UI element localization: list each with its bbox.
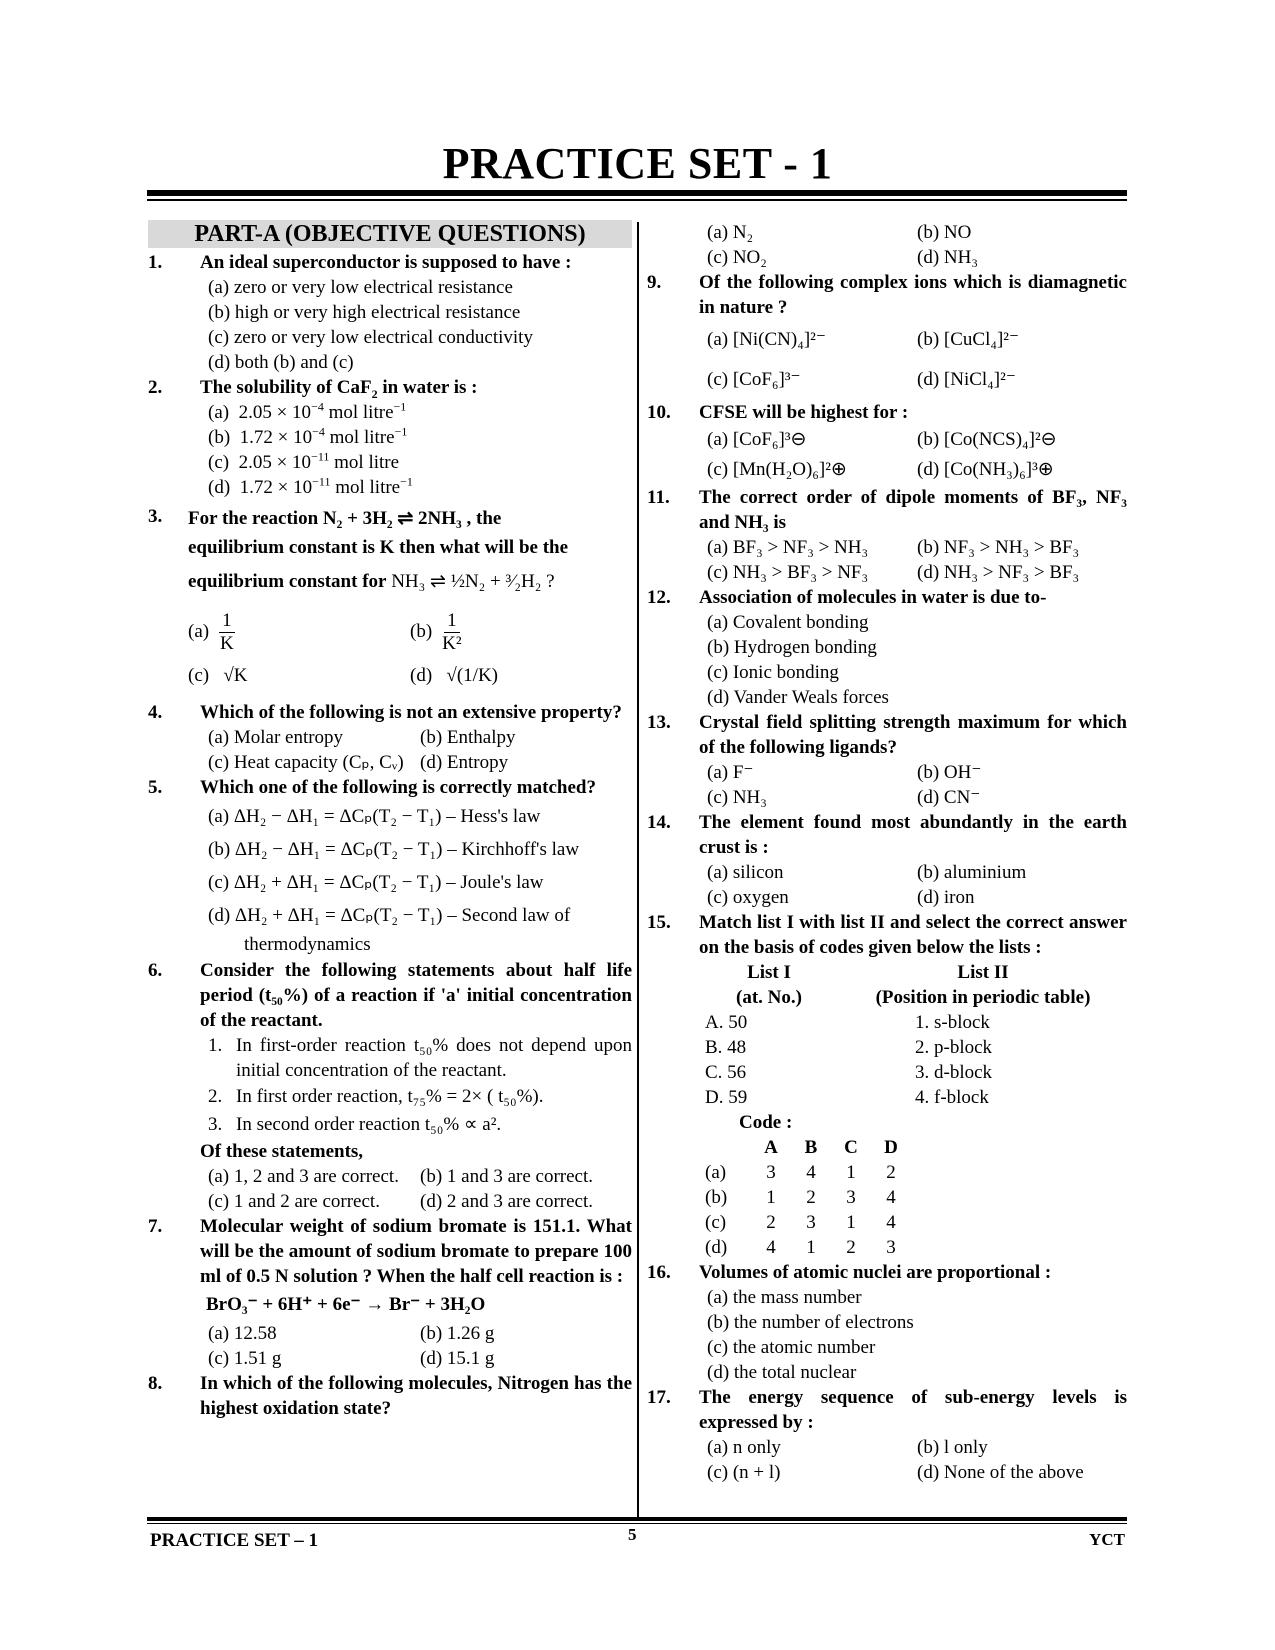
question-number: 15. xyxy=(647,912,671,933)
option-a[interactable]: (a) Covalent bonding xyxy=(707,612,869,633)
option-b[interactable]: (b) [Co(NCS)₄]²⊖ xyxy=(917,429,1057,450)
code-label: Code : xyxy=(739,1112,793,1133)
option-c[interactable]: (c) [Mn(H₂O)₆]²⊕ xyxy=(707,459,847,480)
question-text: In which of the following molecules, Nitrogen has the highest oxidation state? xyxy=(200,1373,632,1419)
option-a[interactable]: (a) $2.05 \times 10^{-4}$ mol litre$^{-1}$ xyxy=(208,399,407,423)
question-number: 14. xyxy=(647,812,671,833)
match-row: D. 59 4. f-block xyxy=(705,1087,989,1108)
question-16 xyxy=(647,1260,1127,1385)
option-b[interactable]: (b) [CuCl₄]²⁻ xyxy=(917,329,1020,350)
option-c[interactable]: (c) the atomic number xyxy=(707,1337,876,1358)
question-1 xyxy=(148,250,632,375)
footer-rule-thin xyxy=(147,1523,1127,1524)
question-13 xyxy=(647,710,1127,810)
option-a[interactable]: (a) xyxy=(705,1162,727,1183)
question-number: 2. xyxy=(148,377,163,398)
question-number: 1. xyxy=(148,252,163,273)
option-c[interactable]: (c) xyxy=(705,1212,727,1233)
question-3 xyxy=(148,504,632,696)
option-d[interactable]: (d) 15.1 g xyxy=(420,1348,495,1369)
option-c[interactable]: (c) 1.51 g xyxy=(208,1348,282,1369)
question-text-line-2: equilibrium constant is K then what will be the xyxy=(188,537,569,558)
statement-2: 2. In first order reaction, t₇₅% = 2× ( t₅₀%). xyxy=(208,1086,544,1107)
option-b[interactable]: (b) xyxy=(705,1187,728,1208)
statement-3: 3. In second order reaction t₅₀% ∝ a². xyxy=(208,1114,502,1135)
option-a[interactable]: (a) zero or very low electrical resistance xyxy=(208,277,513,298)
half-cell-equation: BrO₃⁻ + 6H⁺ + 6e⁻ → Br⁻ + 3H₂O xyxy=(206,1294,486,1315)
statement-1: 1. In first-order reaction t₅₀% does not depend upon initial concentration of the reactant. xyxy=(208,1035,632,1081)
option-b[interactable]: (b) OH⁻ xyxy=(917,762,982,783)
question-5 xyxy=(148,775,632,958)
question-text: Which of the following is not an extensive property? xyxy=(200,702,622,723)
option-d[interactable]: (d) [NiCl₄]²⁻ xyxy=(917,369,1016,390)
option-c[interactable]: (c) oxygen xyxy=(707,887,789,908)
footer-set-name: PRACTICE SET – 1 xyxy=(150,1530,319,1551)
question-number: 3. xyxy=(148,506,163,527)
option-d[interactable]: (d) NH₃ xyxy=(917,247,978,268)
question-14 xyxy=(647,810,1127,910)
option-b[interactable]: (b) ΔH₂ − ΔH₁ = ΔCₚ(T₂ − T₁) – Kirchhoff's law xyxy=(208,839,580,860)
option-d[interactable]: (d) None of the above xyxy=(917,1462,1084,1483)
option-c[interactable]: (c) [CoF₆]³⁻ xyxy=(707,369,801,390)
option-b[interactable]: (b) the number of electrons xyxy=(707,1312,914,1333)
question-12 xyxy=(647,585,1127,710)
question-number: 12. xyxy=(647,587,671,608)
option-d[interactable]: (d) NH₃ > NF₃ > BF₃ xyxy=(917,562,1080,583)
match-row: C. 56 3. d-block xyxy=(705,1062,993,1083)
question-text: An ideal superconductor is supposed to have : xyxy=(200,252,572,273)
option-d[interactable]: (d) Vander Weals forces xyxy=(707,687,889,708)
question-text: Match list I with list II and select the correct answer on the basis of codes given below the lists : xyxy=(699,912,1127,958)
question-6 xyxy=(148,958,632,1214)
question-number: 6. xyxy=(148,960,163,981)
option-c[interactable]: (c) $2.05 \times 10^{-11}$ mol litre xyxy=(208,449,400,473)
question-11 xyxy=(647,485,1127,585)
option-d-continued: thermodynamics xyxy=(244,934,371,955)
question-text: Of the following complex ions which is diamagnetic in nature ? xyxy=(699,272,1127,318)
question-number: 8. xyxy=(148,1373,163,1394)
option-b[interactable]: (b) l only xyxy=(917,1437,988,1458)
option-a[interactable]: (a) [CoF₆]³⊖ xyxy=(707,429,807,450)
option-a[interactable]: (a) 1, 2 and 3 are correct. xyxy=(208,1166,399,1187)
question-text: CFSE will be highest for : xyxy=(699,402,909,423)
option-c[interactable]: (c) √K xyxy=(188,665,248,686)
option-a[interactable]: (a) the mass number xyxy=(707,1287,862,1308)
footer-publisher: YCT xyxy=(1089,1530,1125,1549)
question-number: 4. xyxy=(148,702,163,723)
header-rule-thick xyxy=(147,190,1127,196)
option-a[interactable]: (a) ΔH₂ − ΔH₁ = ΔCₚ(T₂ − T₁) – Hess's law xyxy=(208,806,541,827)
question-text: Which one of the following is correctly matched? xyxy=(200,777,596,798)
option-b[interactable]: (b) high or very high electrical resistance xyxy=(208,302,521,323)
option-c[interactable]: (c) zero or very low electrical conductivity xyxy=(208,327,533,348)
statements-prompt: Of these statements, xyxy=(200,1141,364,1162)
question-text-line-3: equilibrium constant for NH₃ ⇌ ½N₂ + ³⁄₂H₂ ? xyxy=(188,571,555,592)
question-number: 5. xyxy=(148,777,163,798)
question-text-line-1: For the reaction N₂ + 3H₂ ⇌ 2NH₃ , the xyxy=(188,508,502,529)
option-b[interactable]: (b) 1 and 3 are correct. xyxy=(420,1166,594,1187)
page-title: PRACTICE SET - 1 xyxy=(442,139,833,188)
options-row-ab xyxy=(188,610,632,655)
question-text: Crystal field splitting strength maximum for which of the following ligands? xyxy=(699,712,1127,758)
option-d[interactable]: (d) ΔH₂ + ΔH₁ = ΔCₚ(T₂ − T₁) – Second law of xyxy=(208,905,571,926)
option-b[interactable]: (b) $\frac{1}{\text{K²}}$ xyxy=(410,610,462,654)
question-number: 16. xyxy=(647,1262,671,1283)
option-c[interactable]: (c) (n + l) xyxy=(707,1462,781,1483)
option-a[interactable]: (a) silicon xyxy=(707,862,784,883)
question-text: Consider the following statements about half life period (t₅₀%) of a reaction if 'a' initial concentration of the reactant. xyxy=(200,960,632,1031)
question-number: 13. xyxy=(647,712,671,733)
option-d[interactable]: (d) iron xyxy=(917,887,975,908)
question-17 xyxy=(647,1385,1127,1485)
part-header: PART-A (OBJECTIVE QUESTIONS) xyxy=(148,220,632,248)
option-c[interactable]: (c) ΔH₂ + ΔH₁ = ΔCₚ(T₂ − T₁) – Joule's law xyxy=(208,872,544,893)
option-b[interactable]: (b) aluminium xyxy=(917,862,1027,883)
list-subtitles: (at. No.) (Position in periodic table) xyxy=(736,987,1091,1008)
option-b[interactable]: (b) Enthalpy xyxy=(420,727,516,748)
question-number: 9. xyxy=(647,272,662,293)
option-c[interactable]: (c) NH₃ xyxy=(707,787,767,808)
question-text: The element found most abundantly in the earth crust is : xyxy=(699,812,1127,858)
question-text: Association of molecules in water is due to- xyxy=(699,587,1047,608)
question-8-options xyxy=(647,220,1127,270)
option-a[interactable]: (a) Molar entropy xyxy=(208,727,344,748)
question-4 xyxy=(148,700,632,775)
question-text: Molecular weight of sodium bromate is 151.1. What will be the amount of sodium bromate to prepare 100 ml of 0.5 N solution ? When the half cell reaction is : xyxy=(200,1216,632,1287)
question-number: 17. xyxy=(647,1387,671,1408)
question-number: 11. xyxy=(647,487,670,508)
option-c[interactable]: (c) Ionic bonding xyxy=(707,662,839,683)
code-table: A B C D (a) 3 4 1 2 (b) 1 2 3 4 (c) 2 3 1 4 (d) 4 1 2 3 xyxy=(705,1137,898,1258)
option-a[interactable]: (a) F⁻ xyxy=(707,762,754,783)
footer-rule-thick xyxy=(147,1517,1127,1521)
question-number: 10. xyxy=(647,402,671,423)
match-row: A. 50 1. s-block xyxy=(705,1012,990,1033)
option-c[interactable]: (c) Heat capacity (Cₚ, Cᵥ) xyxy=(208,752,404,773)
question-text: The correct order of dipole moments of BF₃, NF₃ and NH₃ is xyxy=(699,487,1127,533)
question-15 xyxy=(647,910,1127,1260)
option-b[interactable]: (b) $1.72 \times 10^{-4}$ mol litre$^{-1}$ xyxy=(208,424,408,448)
option-d[interactable]: (d) $1.72 \times 10^{-11}$ mol litre$^{-1}$ xyxy=(208,474,413,498)
question-8 xyxy=(148,1371,632,1421)
option-c[interactable]: (c) NO₂ xyxy=(707,247,767,268)
question-10 xyxy=(647,400,1127,485)
option-d[interactable]: (d) xyxy=(705,1237,728,1258)
question-9 xyxy=(647,270,1127,400)
page-number: 5 xyxy=(628,1525,637,1544)
option-d[interactable]: (d) Entropy xyxy=(420,752,509,773)
question-number: 7. xyxy=(148,1216,163,1237)
option-a[interactable]: (a) [Ni(CN)₄]²⁻ xyxy=(707,329,826,350)
reaction-equation: NH₃ ⇌ ½N₂ + ³⁄₂H₂ ? xyxy=(391,571,555,592)
options-row-cd xyxy=(188,663,632,688)
option-d[interactable]: (d) both (b) and (c) xyxy=(208,352,354,373)
option-b[interactable]: (b) NF₃ > NH₃ > BF₃ xyxy=(917,537,1080,558)
column-divider xyxy=(637,222,639,1518)
list-titles: List I List II xyxy=(747,962,1009,983)
option-d[interactable]: (d) CN⁻ xyxy=(917,787,981,808)
option-a[interactable]: (a) N₂ xyxy=(707,222,754,243)
question-text: The solubility of CaF$_2$ in water is : xyxy=(200,377,478,401)
option-d[interactable]: (d) the total nuclear xyxy=(707,1362,857,1383)
question-text: The energy sequence of sub-energy levels is expressed by : xyxy=(699,1387,1127,1433)
option-b[interactable]: (b) Hydrogen bonding xyxy=(707,637,877,658)
header-rule-thin xyxy=(147,199,1127,201)
match-row: B. 48 2. p-block xyxy=(705,1037,993,1058)
option-d[interactable]: (d) [Co(NH₃)₆]³⊕ xyxy=(917,459,1054,480)
right-column xyxy=(647,220,1127,1485)
option-b[interactable]: (b) NO xyxy=(917,222,972,243)
question-text: Volumes of atomic nuclei are proportional : xyxy=(699,1262,1052,1283)
question-2 xyxy=(148,375,632,500)
left-column xyxy=(148,220,632,1421)
option-d[interactable]: (d) 2 and 3 are correct. xyxy=(420,1191,594,1212)
option-d[interactable]: (d) √(1/K) xyxy=(410,665,498,686)
option-c[interactable]: (c) NH₃ > BF₃ > NF₃ xyxy=(707,562,869,583)
option-c[interactable]: (c) 1 and 2 are correct. xyxy=(208,1191,380,1212)
option-a[interactable]: (a) 12.58 xyxy=(208,1323,277,1344)
option-a[interactable]: (a) BF₃ > NF₃ > NH₃ xyxy=(707,537,869,558)
option-a[interactable]: (a) n only xyxy=(707,1437,781,1458)
question-7 xyxy=(148,1214,632,1371)
option-a[interactable]: (a) $\frac{1}{K}$ xyxy=(188,610,234,654)
option-b[interactable]: (b) 1.26 g xyxy=(420,1323,495,1344)
